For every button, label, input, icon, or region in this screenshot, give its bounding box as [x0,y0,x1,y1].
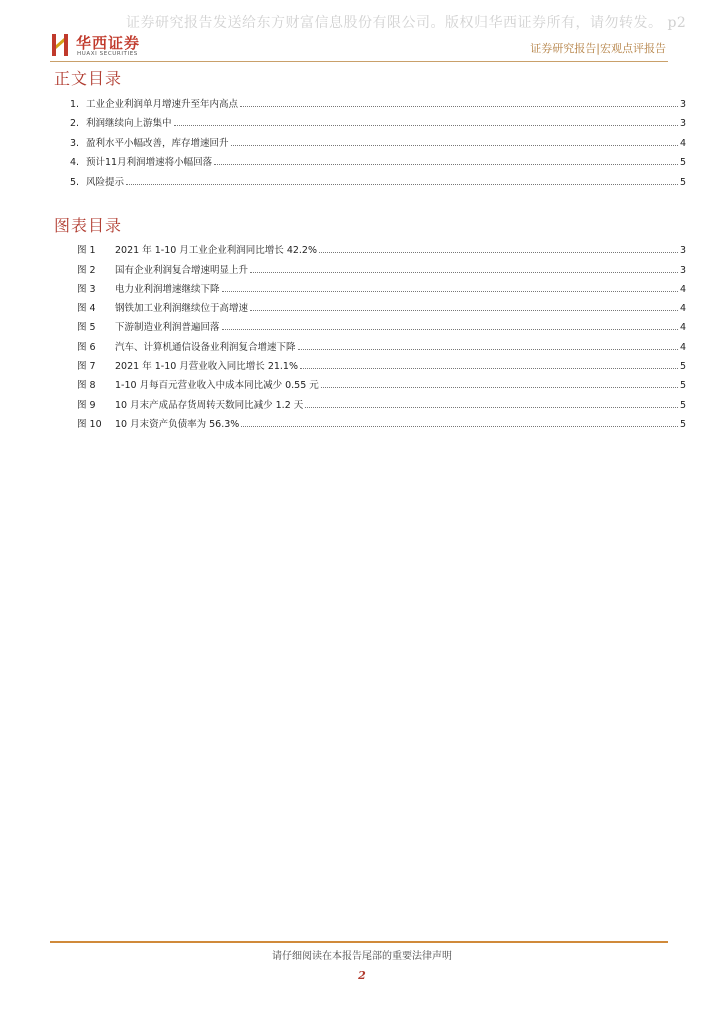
figure-leader [241,426,678,427]
toc-item[interactable] [70,110,686,130]
logo-text-en: HUAXI SECURITIES [77,51,138,57]
figure-item-number: 图 3 [77,283,96,295]
toc-item[interactable] [70,168,686,188]
logo-text-cn: 华西证券 [76,34,141,52]
toc-title: 正文目录 [54,69,123,88]
legal-notice: 请仔细阅读在本报告尾部的重要法律声明 [272,951,452,962]
figure-item-number: 图 10 [77,418,102,430]
figure-item[interactable] [77,256,686,275]
figure-item-number: 图 2 [77,264,96,276]
toc-leader [214,164,678,165]
figure-item-page: 3 [679,264,686,276]
figure-item-label: 国有企业利润复合增速明显上升 [115,264,249,276]
toc-item-label: 利润继续向上游集中 [86,118,172,130]
figure-item-label: 钢铁加工业利润继续位于高增速 [115,303,249,315]
figure-item-page: 4 [679,341,686,353]
figure-item[interactable] [77,353,686,372]
toc-item-number: 3. [70,137,80,149]
figure-item-label: 下游制造业利润普遍回落 [115,322,220,334]
toc-item-page: 3 [679,98,686,110]
figure-item-number: 图 6 [77,341,96,353]
figure-item[interactable] [77,295,686,314]
figure-item-number: 图 5 [77,322,96,334]
toc-leader [126,184,678,185]
toc-item-label: 盈利水平小幅改善，库存增速回升 [86,137,229,149]
toc-item-number: 5. [70,176,80,188]
figure-item[interactable] [77,314,686,333]
figure-item-label: 1-10 月每百元营业收入中成本同比减少 0.55 元 [115,380,319,392]
figure-item-label: 10 月末资产负债率为 56.3% [115,418,240,430]
toc-leader [174,125,678,126]
figure-item[interactable] [77,276,686,295]
toc-item[interactable] [70,90,686,110]
figure-item[interactable] [77,333,686,352]
toc-item-page: 3 [679,118,686,130]
figure-leader [300,368,678,369]
figure-item-page: 5 [679,418,686,430]
figure-item-number: 图 7 [77,361,96,373]
figure-item-label: 电力业利润增速继续下降 [115,283,220,295]
figure-item-page: 5 [679,380,686,392]
figure-leader [319,252,678,253]
toc-list [70,90,686,188]
figure-item-page: 3 [679,245,686,257]
figure-item[interactable] [77,391,686,410]
figure-item-page: 5 [679,361,686,373]
figure-item-number: 图 9 [77,399,96,411]
figures-title: 图表目录 [54,216,123,235]
watermark: 证券研究报告发送给东方财富信息股份有限公司。版权归华西证券所有，请勿转发。 p2 [126,15,687,31]
figure-item-page: 4 [679,283,686,295]
toc-item-number: 2. [70,118,80,130]
toc-item[interactable] [70,129,686,149]
toc-item-number: 4. [70,157,80,169]
toc-item[interactable] [70,149,686,169]
figure-leader [222,291,678,292]
figure-item-label: 10 月末产成品存货周转天数同比减少 1.2 天 [115,399,304,411]
toc-item-label: 风险提示 [86,176,125,188]
figure-item-page: 5 [679,399,686,411]
page-number: 2 [358,969,366,982]
toc-item-label: 预计11月利润增速将小幅回落 [86,157,213,169]
figure-leader [222,329,678,330]
figure-item-label: 汽车、计算机通信设备业利润复合增速下降 [115,341,296,353]
figure-leader [298,349,678,350]
toc-item-label: 工业企业利润单月增速升至年内高点 [86,98,239,110]
toc-leader [240,106,678,107]
figure-item-page: 4 [679,303,686,315]
toc-item-page: 4 [679,137,686,149]
toc-item-page: 5 [679,176,686,188]
footer-divider [50,941,668,943]
figure-item-number: 图 8 [77,380,96,392]
header-divider [50,61,668,62]
figure-leader [321,387,678,388]
figure-leader [305,407,678,408]
figure-leader [250,310,678,311]
figure-item[interactable] [77,411,686,430]
figure-item-label: 2021 年 1-10 月营业收入同比增长 21.1% [115,361,298,373]
figure-item-number: 图 1 [77,245,96,257]
figure-item[interactable] [77,237,686,256]
figure-leader [250,272,678,273]
figures-list [77,237,686,430]
figure-item[interactable] [77,372,686,391]
toc-item-number: 1. [70,98,80,110]
toc-item-page: 5 [679,157,686,169]
toc-leader [231,145,678,146]
report-type-label: 证券研究报告|宏观点评报告 [530,42,666,55]
huaxi-logo-icon [50,32,72,58]
figure-item-label: 2021 年 1-10 月工业企业利润同比增长 42.2% [115,245,317,257]
figure-item-page: 4 [679,322,686,334]
company-logo [50,32,160,60]
figure-item-number: 图 4 [77,303,96,315]
